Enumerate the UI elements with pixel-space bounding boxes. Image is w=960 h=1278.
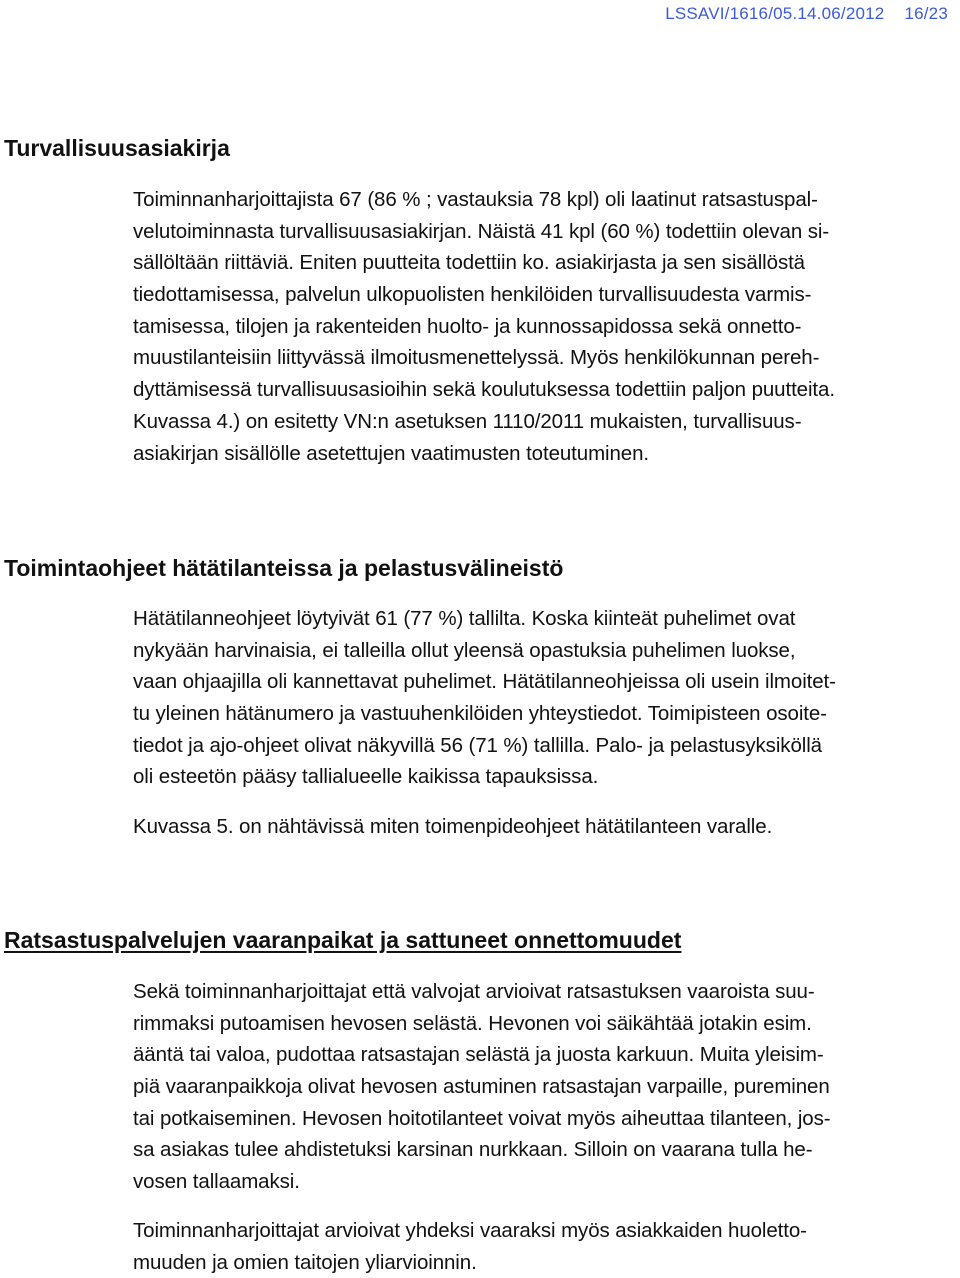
text-line: sa asiakas tulee ahdistetuksi karsinan nurkkaan. Silloin on vaarana tulla he- <box>133 1138 813 1162</box>
text-line: tai potkaiseminen. Hevosen hoitotilanteet voivat myös aiheuttaa tilanteen, jos- <box>133 1106 831 1130</box>
section-heading-safety-document: Turvallisuusasiakirja <box>4 135 230 161</box>
text-line: Toiminnanharjoittajat arvioivat yhdeksi vaaraksi myös asiakkaiden huoletto- <box>133 1219 807 1242</box>
paragraph <box>133 811 955 843</box>
text-line: muuden ja omien taitojen yliarvioinnin. <box>133 1250 477 1274</box>
text-line: Hätätilanneohjeet löytyivät 61 (77 %) tallilta. Koska kiinteät puhelimet ovat <box>133 607 796 630</box>
text-line: vosen tallaamaksi. <box>133 1170 300 1194</box>
text-line: vaan ohjaajilla oli kannettavat puhelimet. Hätätilanneohjeissa oli usein ilmoitet- <box>133 670 836 694</box>
section-body-emergency-figure-note <box>133 811 955 843</box>
section-body-riding-hazards <box>133 976 955 1198</box>
text-line: piä vaaranpaikkoja olivat hevosen astuminen ratsastajan varpaille, pureminen <box>133 1075 830 1099</box>
section-body-emergency-instructions <box>133 603 955 793</box>
section-heading-emergency-instructions: Toimintaohjeet hätätilanteissa ja pelastusvälineistö <box>4 555 564 581</box>
text-line: sällöltään riittäviä. Eniten puutteita todettiin ko. asiakirjasta ja sen sisällöstä <box>133 251 805 275</box>
section-body-riding-hazards-2 <box>133 1215 955 1278</box>
text-line: tu yleinen hätänumero ja vastuuhenkilöiden yhteystiedot. Toimipisteen osoite- <box>133 702 827 726</box>
text-line: Kuvassa 4.) on esitetty VN:n asetuksen 1110/2011 mukaisten, turvallisuus- <box>133 409 802 433</box>
text-line: muustilanteisiin liittyvässä ilmoitusmenettelyssä. Myös henkilökunnan pereh- <box>133 346 820 370</box>
text-line: Toiminnanharjoittajista 67 (86 % ; vastauksia 78 kpl) oli laatinut ratsastuspal- <box>133 188 818 211</box>
text-line: Sekä toiminnanharjoittajat että valvojat arvioivat ratsastuksen vaaroista suu- <box>133 980 815 1003</box>
section-body-safety-document <box>133 184 955 469</box>
text-line: nykyään harvinaisia, ei talleilla ollut yleensä opastuksia puhelimen luokse, <box>133 638 796 662</box>
paragraph <box>133 1215 955 1278</box>
text-line: oli esteetön pääsy tallialueelle kaikissa tapauksissa. <box>133 765 599 789</box>
page-header <box>665 4 948 24</box>
document-reference: LSSAVI/1616/05.14.06/2012 <box>665 4 885 23</box>
text-line: tiedottamisessa, palvelun ulkopuolisten henkilöiden turvallisuudesta varmis- <box>133 283 812 307</box>
section-heading-riding-hazards: Ratsastuspalvelujen vaaranpaikat ja sattuneet onnettomuudet <box>4 927 682 953</box>
paragraph <box>133 976 955 1198</box>
text-line: Kuvassa 5. on nähtävissä miten toimenpideohjeet hätätilanteen varalle. <box>133 815 773 838</box>
text-line: tiedot ja ajo-ohjeet olivat näkyvillä 56 (71 %) tallilla. Palo- ja pelastusyksiköllä <box>133 733 822 757</box>
page-number: 16/23 <box>904 4 948 23</box>
text-line: asiakirjan sisällölle asetettujen vaatimusten toteutuminen. <box>133 441 649 465</box>
text-line: tamisessa, tilojen ja rakenteiden huolto- ja kunnossapidossa sekä onnetto- <box>133 314 802 338</box>
paragraph <box>133 603 955 793</box>
paragraph <box>133 184 955 469</box>
text-line: dyttämisessä turvallisuusasioihin sekä koulutuksessa todettiin paljon puutteita. <box>133 378 835 402</box>
text-line: rimmaksi putoamisen hevosen selästä. Hevonen voi säikähtää jotakin esim. <box>133 1011 812 1035</box>
text-line: velutoiminnasta turvallisuusasiakirjan. Näistä 41 kpl (60 %) todettiin olevan si- <box>133 219 830 243</box>
text-line: ääntä tai valoa, pudottaa ratsastajan selästä ja juosta karkuun. Muita yleisim- <box>133 1043 824 1067</box>
